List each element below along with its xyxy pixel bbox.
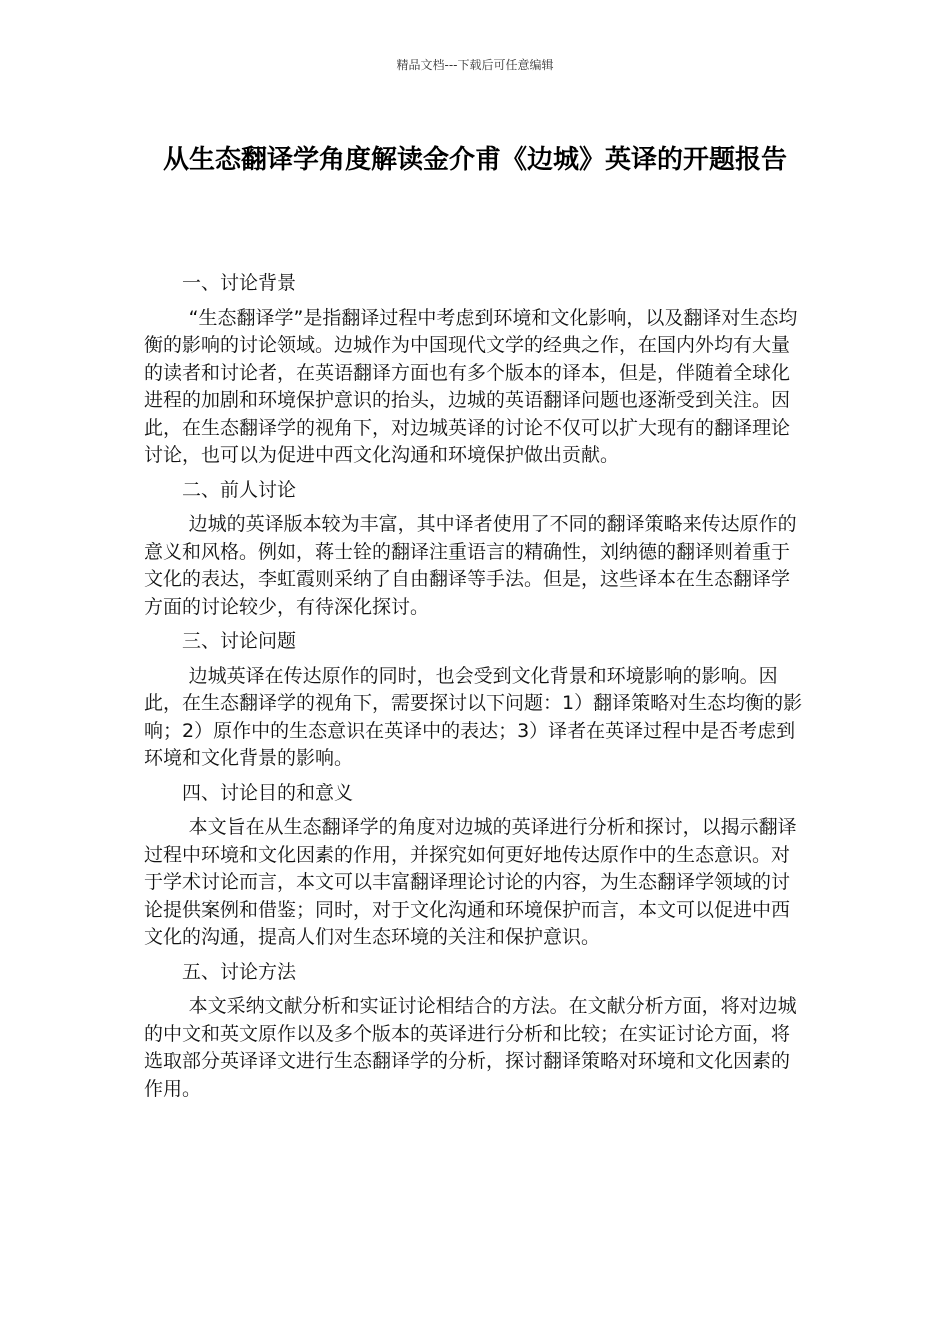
section-paragraph-prior-research: 边城的英译版本较为丰富，其中译者使用了不同的翻译策略来传达原作的意义和风格。例如，蒋士铨的翻译注重语言的精确性，刘纳德的翻译则着重于文化的表达，李虹霞则采纳了自由翻译等手法。但是，这些译本在生态翻译学方面的讨论较少，有待深化探讨。 — [144, 513, 797, 618]
document-body — [144, 270, 804, 1110]
section-heading-purpose: 四、讨论目的和意义 — [182, 781, 354, 804]
section-paragraph-research-questions: 边城英译在传达原作的同时，也会受到文化背景和环境影响的影响。因此，在生态翻译学的视角下，需要探讨以下问题：1）翻译策略对生态均衡的影响；2）原作中的生态意识在英译中的表达；3）译者在英译过程中是否考虑到环境和文化背景的影响。 — [144, 664, 803, 769]
section-heading-research-questions: 三、讨论问题 — [182, 630, 297, 652]
section-heading-background: 一、讨论背景 — [182, 272, 297, 294]
section-heading-prior-research: 二、前人讨论 — [182, 478, 297, 501]
section-paragraph-purpose: 本文旨在从生态翻译学的角度对边城的英译进行分析和探讨，以揭示翻译过程中环境和文化因素的作用，并探究如何更好地传达原作中的生态意识。对于学术讨论而言，本文可以丰富翻译理论讨论的内容，为生态翻译学领域的讨论提供案例和借鉴；同时，对于文化沟通和环境保护而言，本文可以促进中西文化的沟通，提高人们对生态环境的关注和保护意识。 — [144, 816, 797, 948]
header-note: 精品文档---下载后可任意编辑 — [396, 58, 554, 72]
section-heading-methods: 五、讨论方法 — [182, 960, 297, 983]
section-paragraph-methods: 本文采纳文献分析和实证讨论相结合的方法。在文献分析方面，将对边城的中文和英文原作以及多个版本的英译进行分析和比较；在实证讨论方面，将选取部分英译译文进行生态翻译学的分析，探讨翻译策略对环境和文化因素的作用。 — [144, 995, 797, 1100]
document-title: 从生态翻译学角度解读金介甫《边城》英译的开题报告 — [162, 145, 787, 175]
section-paragraph-background: “生态翻译学”是指翻译过程中考虑到环境和文化影响，以及翻译对生态均衡的影响的讨论领域。边城作为中国现代文学的经典之作，在国内外均有大量的读者和讨论者，在英语翻译方面也有多个版本的译本，但是，伴随着全球化进程的加剧和环境保护意识的抬头，边城的英语翻译问题也逐渐受到关注。因此，在生态翻译学的视角下，对边城英译的讨论不仅可以扩大现有的翻译理论讨论，也可以为促进中西文化沟通和环境保护做出贡献。 — [144, 306, 798, 466]
